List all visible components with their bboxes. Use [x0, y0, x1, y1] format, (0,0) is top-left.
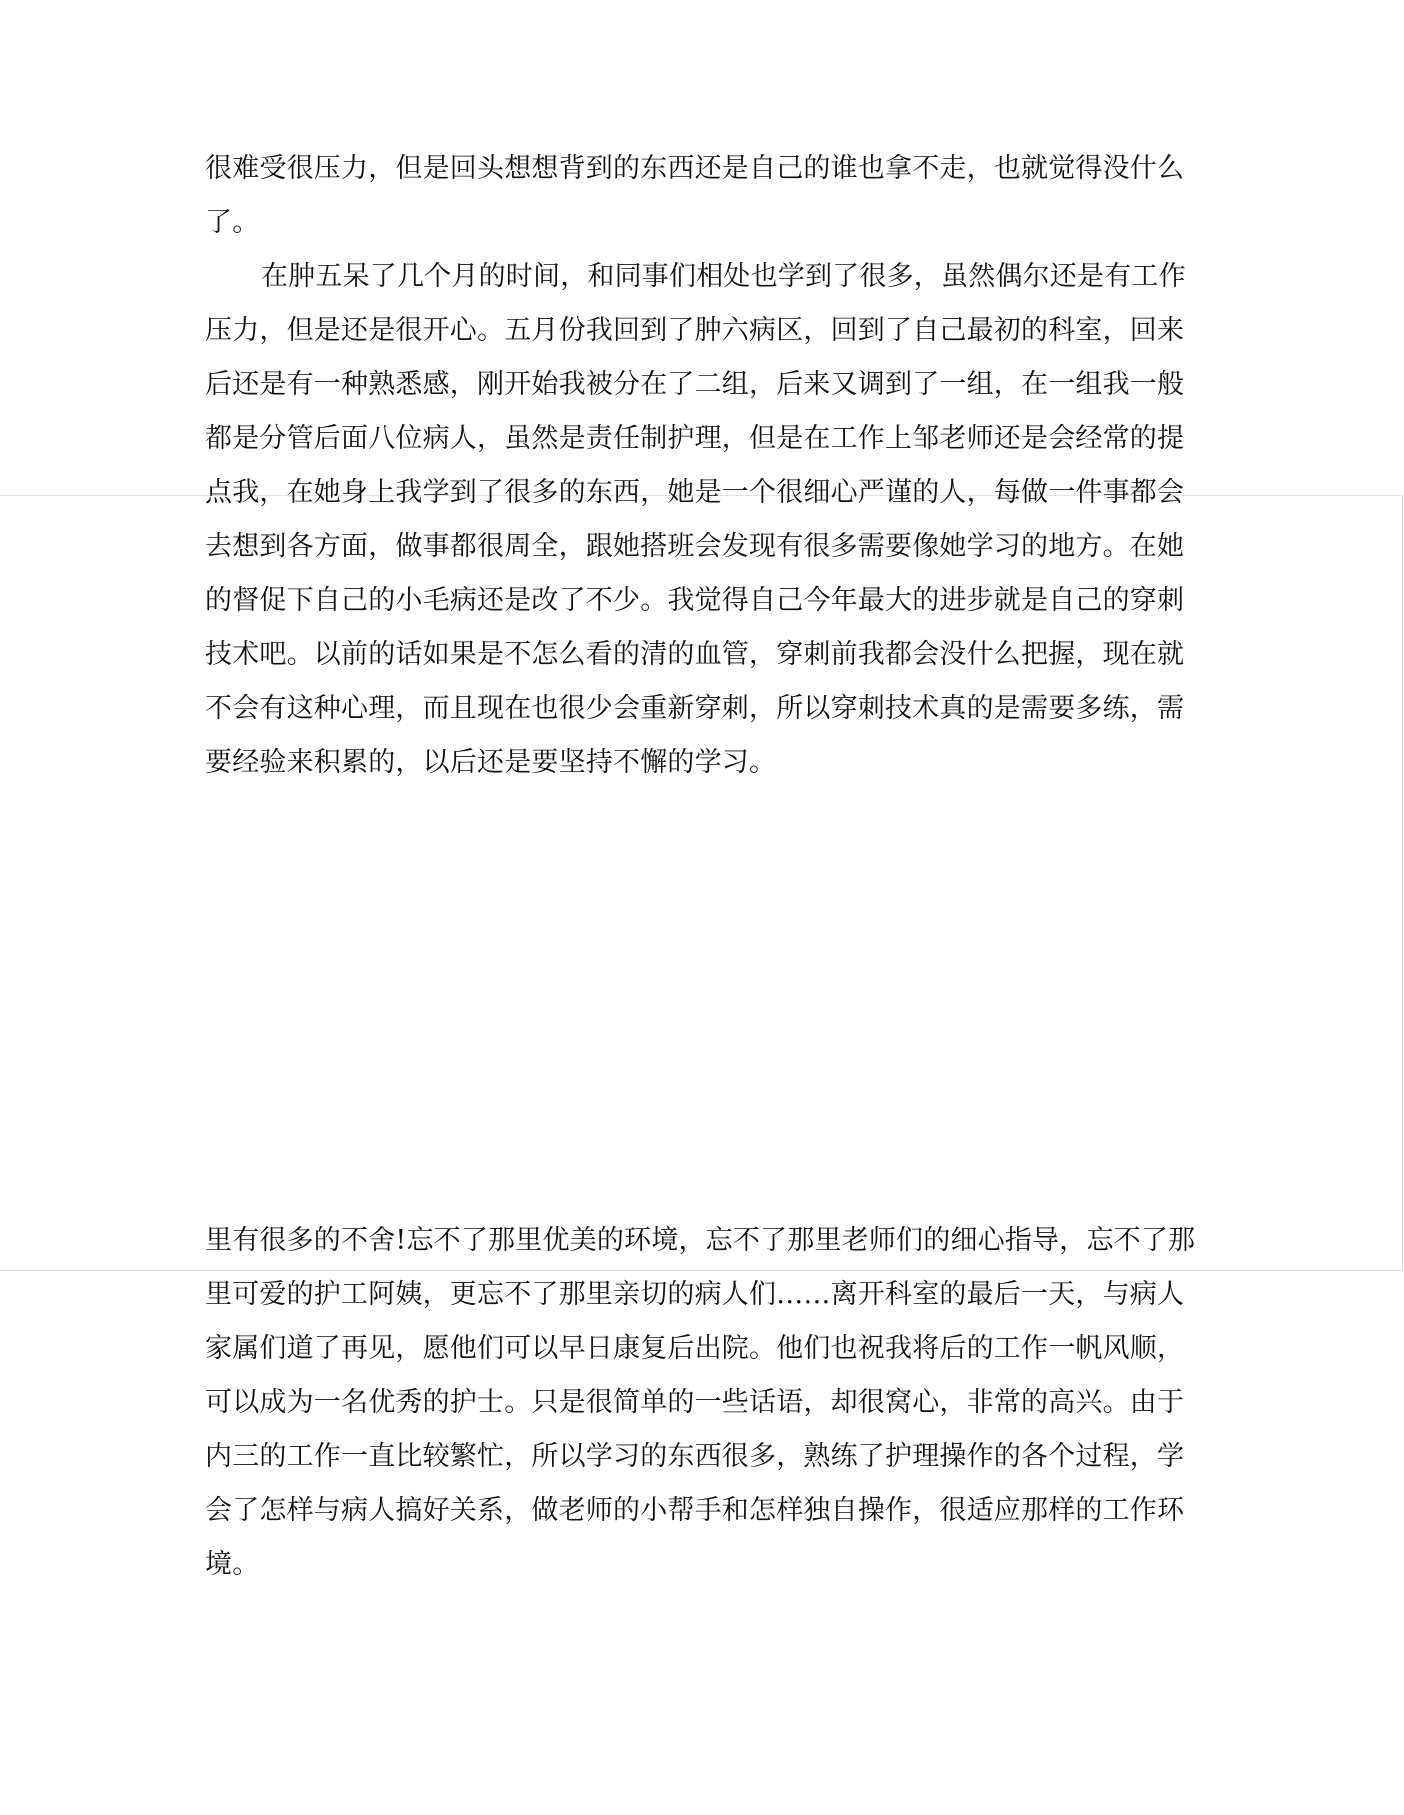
text-line: 里有很多的不舍!忘不了那里优美的环境，忘不了那里老师们的细心指导，忘不了那 [205, 1225, 1196, 1256]
text-line: 的督促下自己的小毛病还是改了不少。我觉得自己今年最大的进步就是自己的穿刺 [205, 585, 1185, 616]
text-line: 可以成为一名优秀的护士。只是很简单的一些话语，却很窝心，非常的高兴。由于 [205, 1387, 1185, 1418]
text-line: 压力，但是还是很开心。五月份我回到了肿六病区，回到了自己最初的科室，回来 [205, 315, 1185, 346]
text-line: 里可爱的护工阿姨，更忘不了那里亲切的病人们……离开科室的最后一天，与病人 [205, 1279, 1185, 1310]
text-line: 都是分管后面八位病人，虽然是责任制护理，但是在工作上邹老师还是会经常的提 [205, 423, 1185, 454]
text-line: 境。 [205, 1549, 260, 1580]
text-line: 要经验来积累的，以后还是要坚持不懈的学习。 [205, 747, 777, 778]
sheet-edge-right [1402, 495, 1403, 1270]
text-line: 会了怎样与病人搞好关系，做老师的小帮手和怎样独自操作，很适应那样的工作环 [205, 1495, 1185, 1526]
text-line: 家属们道了再见，愿他们可以早日康复后出院。他们也祝我将后的工作一帆风顺， [205, 1333, 1185, 1364]
text-line: 技术吧。以前的话如果是不怎么看的清的血管，穿刺前我都会没什么把握，现在就 [205, 639, 1185, 670]
continuation-paragraph [205, 142, 1195, 250]
text-line: 不会有这种心理，而且现在也很少会重新穿刺，所以穿刺技术真的是需要多练，需 [205, 693, 1185, 724]
paragraph-nursing-progress [205, 250, 1195, 790]
text-line: 在肿五呆了几个月的时间，和同事们相处也学到了很多，虽然偶尔还是有工作 [261, 261, 1186, 292]
text-line: 去想到各方面，做事都很周全，跟她搭班会发现有很多需要像她学习的地方。在她 [205, 531, 1185, 562]
text-line: 很难受很压力，但是回头想想背到的东西还是自己的谁也拿不走，也就觉得没什么 [205, 153, 1185, 184]
paragraph-department-farewell [205, 1214, 1195, 1592]
text-line: 内三的工作一直比较繁忙，所以学习的东西很多，熟练了护理操作的各个过程，学 [205, 1441, 1185, 1472]
text-line: 点我，在她身上我学到了很多的东西，她是一个很细心严谨的人，每做一件事都会 [205, 477, 1185, 508]
text-line: 了。 [205, 207, 260, 238]
text-line: 后还是有一种熟悉感，刚开始我被分在了二组，后来又调到了一组，在一组我一般 [205, 369, 1185, 400]
